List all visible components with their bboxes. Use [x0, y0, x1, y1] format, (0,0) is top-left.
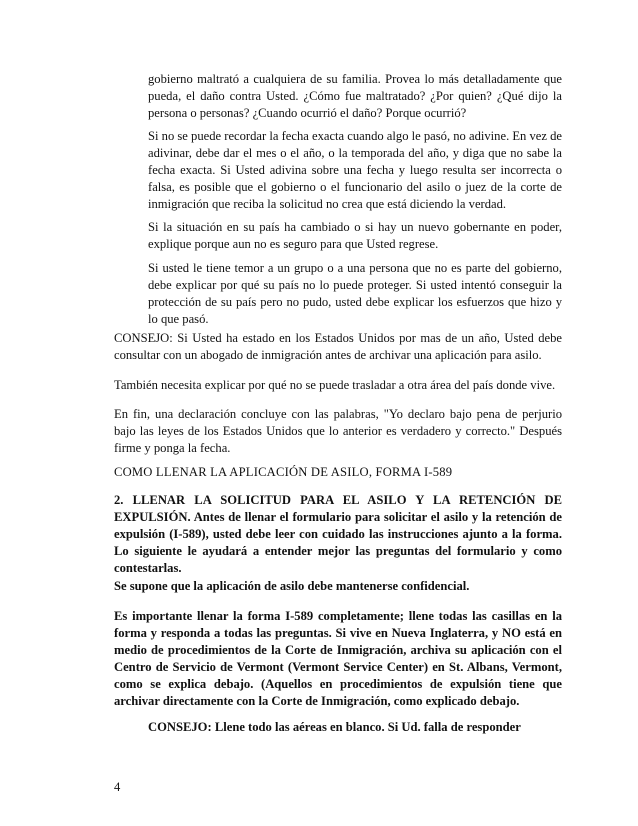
paragraph-declaration-closing: En fin, una declaración concluye con las palabras, "Yo declaro bajo pena de perjurio bajo las leyes de los Estados Unidos que lo anterior es verdadero y correcto." Después firme y ponga la fecha.: [114, 407, 562, 455]
paragraph-consejo-fill-blanks: CONSEJO: Llene todo las aéreas en blanco. Si Ud. falla de responder: [148, 720, 521, 734]
paragraph-harm-description: gobierno maltrató a cualquiera de su familia. Provea lo más detalladamente que pueda, el daño contra Usted. ¿Cómo fue maltratado? ¿Por quien? ¿Qué dijo la persona o personas? ¿Cuando ocurrió el daño? Porque ocurrió?: [148, 72, 562, 120]
paragraph-confidential: Se supone que la aplicación de asilo debe mantenerse confidencial.: [114, 579, 470, 593]
paragraph-complete-form: Es importante llenar la forma I-589 completamente; llene todas las casillas en la forma y responda a todas las preguntas. Si vive en Nueva Inglaterra, y NO está en medio de procedimientos de la Corte de Inmigración, archiva su aplicación con el Centro de Servicio de Vermont (Vermont Service Center) en St. Albans, Vermont, como se explica debajo. (Aquellos en procedimientos de expulsión tiene que archivar directamente con la Corte de Inmigración, como explicado debajo.: [114, 609, 562, 708]
paragraph-country-changed: Si la situación en su país ha cambiado o si hay un nuevo gobernante en poder, explique porque aun no es seguro para que Usted regrese.: [148, 220, 562, 251]
paragraph-relocation: También necesita explicar por qué no se puede trasladar a otra área del país donde vive.: [114, 378, 556, 392]
section-heading-i589: COMO LLENAR LA APLICACIÓN DE ASILO, FORMA I-589: [114, 465, 453, 479]
paragraph-exact-date: Si no se puede recordar la fecha exacta cuando algo le pasó, no adivine. En vez de adivinar, debe dar el mes o el año, o la temporada del año, y diga que no sabe la fecha exacta. Si Usted adivina sobre una fecha y luego resulta ser incorrecta o falsa, es posible que el gobierno o el funcionario del asilo o juez de la corte de inmigración que reciba la solicitud no crea que está diciendo la verdad.: [148, 129, 563, 211]
paragraph-fill-application: 2. LLENAR LA SOLICITUD PARA EL ASILO Y LA RETENCIÓN DE EXPULSIÓN. Antes de llenar el formulario para solicitar el asilo y la retención de expulsión (I-589), usted debe leer con cuidado las instrucciones ajunto a la forma. Lo siguiente le ayudará a entender mejor las preguntas del formulario y como contestarlas.: [114, 493, 562, 575]
paragraph-non-government-fear: Si usted le tiene temor a un grupo o a una persona que no es parte del gobierno, debe explicar por qué su país no lo puede proteger. Si usted intentó conseguir la protección de su país pero no pudo, usted debe explicar los esfuerzos que hizo y lo que pasó.: [148, 261, 562, 326]
paragraph-consejo-one-year: CONSEJO: Si Usted ha estado en los Estados Unidos por mas de un año, Usted debe consultar con un abogado de inmigración antes de archivar una aplicación para asilo.: [114, 331, 562, 362]
page-number: 4: [114, 780, 121, 794]
